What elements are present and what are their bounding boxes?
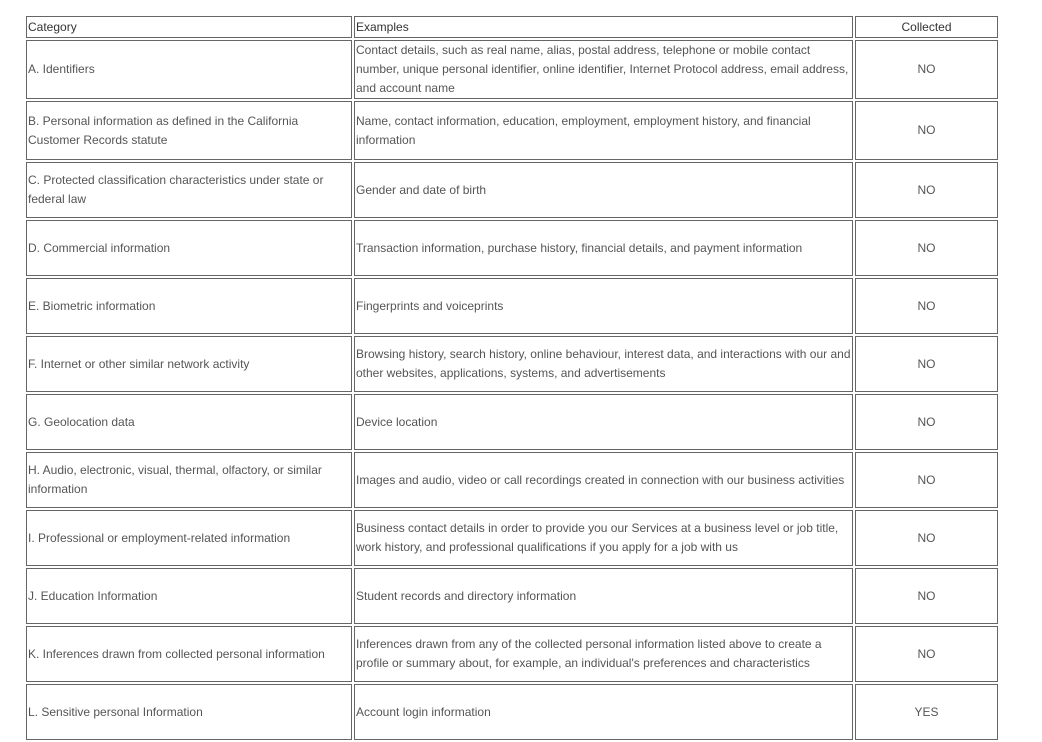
collected-cell: NO	[855, 568, 998, 624]
category-cell: I. Professional or employment-related information	[26, 510, 352, 566]
collected-cell: NO	[855, 394, 998, 450]
collected-cell: NO	[855, 220, 998, 276]
category-cell: J. Education Information	[26, 568, 352, 624]
examples-cell: Transaction information, purchase history, financial details, and payment information	[354, 220, 853, 276]
collected-cell: NO	[855, 40, 998, 99]
table-row	[26, 162, 998, 218]
category-cell: F. Internet or other similar network activity	[26, 336, 352, 392]
collected-cell: NO	[855, 452, 998, 508]
examples-cell: Gender and date of birth	[354, 162, 853, 218]
collected-cell: YES	[855, 684, 998, 740]
category-cell: L. Sensitive personal Information	[26, 684, 352, 740]
examples-cell: Browsing history, search history, online behaviour, interest data, and interactions with our and other websites, applications, systems, and advertisements	[354, 336, 853, 392]
examples-cell: Business contact details in order to provide you our Services at a business level or job title, work history, and professional qualifications if you apply for a job with us	[354, 510, 853, 566]
examples-cell: Account login information	[354, 684, 853, 740]
examples-cell: Contact details, such as real name, alias, postal address, telephone or mobile contact number, unique personal identifier, online identifier, Internet Protocol address, email address, and account name	[354, 40, 853, 99]
header-examples: Examples	[354, 16, 853, 38]
collected-cell: NO	[855, 101, 998, 160]
category-cell: D. Commercial information	[26, 220, 352, 276]
category-cell: K. Inferences drawn from collected personal information	[26, 626, 352, 682]
table-header-row	[26, 16, 998, 38]
examples-cell: Device location	[354, 394, 853, 450]
category-cell: B. Personal information as defined in the California Customer Records statute	[26, 101, 352, 160]
examples-cell: Inferences drawn from any of the collected personal information listed above to create a profile or summary about, for example, an individual's preferences and characteristics	[354, 626, 853, 682]
table-row	[26, 40, 998, 99]
table-row	[26, 568, 998, 624]
collected-cell: NO	[855, 626, 998, 682]
privacy-categories-table-container	[26, 16, 998, 740]
privacy-categories-table	[24, 14, 1000, 742]
table-row	[26, 220, 998, 276]
collected-cell: NO	[855, 278, 998, 334]
table-row	[26, 626, 998, 682]
examples-cell: Fingerprints and voiceprints	[354, 278, 853, 334]
table-row	[26, 278, 998, 334]
category-cell: A. Identifiers	[26, 40, 352, 99]
table-row	[26, 101, 998, 160]
table-row	[26, 452, 998, 508]
category-cell: H. Audio, electronic, visual, thermal, olfactory, or similar information	[26, 452, 352, 508]
table-row	[26, 336, 998, 392]
header-category: Category	[26, 16, 352, 38]
category-cell: E. Biometric information	[26, 278, 352, 334]
header-collected: Collected	[855, 16, 998, 38]
collected-cell: NO	[855, 510, 998, 566]
table-row	[26, 394, 998, 450]
collected-cell: NO	[855, 162, 998, 218]
category-cell: G. Geolocation data	[26, 394, 352, 450]
category-cell: C. Protected classification characteristics under state or federal law	[26, 162, 352, 218]
examples-cell: Name, contact information, education, employment, employment history, and financial information	[354, 101, 853, 160]
collected-cell: NO	[855, 336, 998, 392]
examples-cell: Student records and directory information	[354, 568, 853, 624]
table-row	[26, 510, 998, 566]
examples-cell: Images and audio, video or call recordings created in connection with our business activities	[354, 452, 853, 508]
